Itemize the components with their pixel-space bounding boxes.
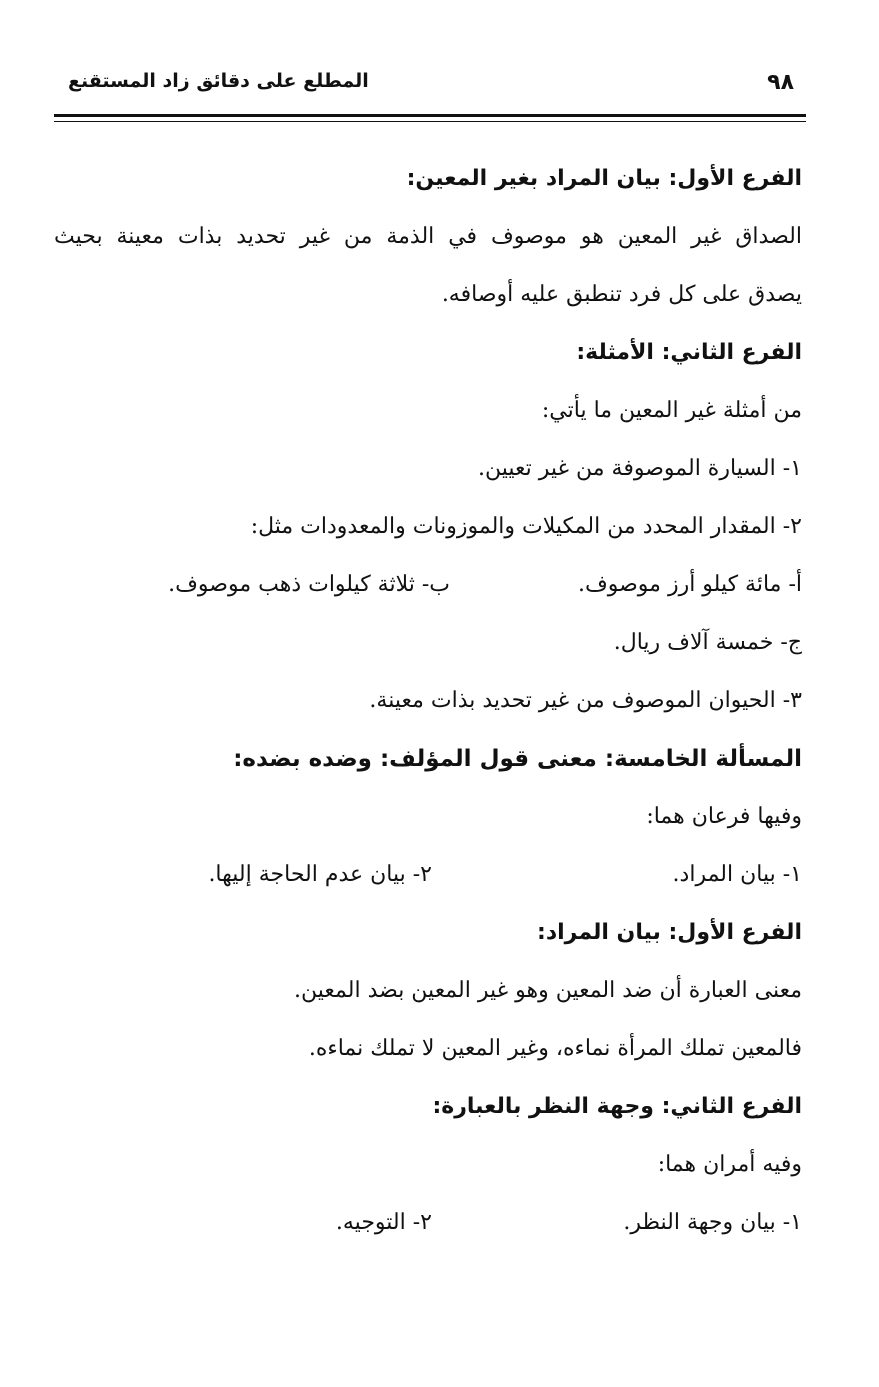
list-item-car: ١- السيارة الموصوفة من غير تعيين. [478, 456, 802, 481]
branch-item-no-need: ٢- بيان عدم الحاجة إليها. [208, 862, 432, 887]
section-heading-viewpoint: الفرع الثاني: وجهة النظر بالعبارة: [432, 1094, 802, 1119]
branches-row [54, 846, 802, 904]
page-body [54, 150, 802, 1252]
section-heading-fifth-issue: المسألة الخامسة: معنى قول المؤلف: وضده بضده: [233, 746, 802, 772]
paragraph-two-branches: وفيها فرعان هما: [646, 804, 802, 829]
sub-item-riyals: ج- خمسة آلاف ريال. [613, 630, 802, 655]
header-rule-thin [54, 121, 806, 122]
sub-item-gold: ب- ثلاثة كيلوات ذهب موصوف. [168, 572, 450, 597]
section-heading-meaning: الفرع الأول: بيان المراد: [537, 920, 802, 945]
sub-items-row [54, 556, 802, 614]
paragraph-phrase-meaning: معنى العبارة أن ضد المعين وهو غير المعين بضد المعين. [294, 978, 802, 1003]
paragraph-examples-intro: من أمثلة غير المعين ما يأتي: [541, 398, 802, 423]
matters-row [54, 1194, 802, 1252]
sub-item-rice: أ- مائة كيلو أرز موصوف. [577, 572, 802, 597]
matter-item-viewpoint: ١- بيان وجهة النظر. [623, 1210, 802, 1235]
paragraph-two-matters: وفيه أمران هما: [657, 1152, 802, 1177]
page-number: ٩٨ [767, 70, 794, 95]
section-heading-first-branch: الفرع الأول: بيان المراد بغير المعين: [406, 166, 802, 191]
list-item-animal: ٣- الحيوان الموصوف من غير تحديد بذات معينة. [369, 688, 802, 713]
list-item-measured-amount: ٢- المقدار المحدد من المكيلات والموزونات والمعدودات مثل: [250, 514, 802, 539]
page-header [54, 66, 806, 106]
paragraph-definition-line-1: الصداق غير المعين هو موصوف في الذمة من غير تحديد بذات معينة بحيث [54, 224, 802, 249]
matter-item-guidance: ٢- التوجيه. [335, 1210, 432, 1235]
branch-item-meaning: ١- بيان المراد. [672, 862, 802, 887]
paragraph-definition-line-2: يصدق على كل فرد تنطبق عليه أوصافه. [441, 282, 802, 307]
header-rule-thick [54, 114, 806, 117]
running-title: المطلع على دقائق زاد المستقنع [68, 70, 369, 92]
section-heading-examples: الفرع الثاني: الأمثلة: [576, 340, 802, 365]
paragraph-growth-ownership: فالمعين تملك المرأة نماءه، وغير المعين لا تملك نماءه. [308, 1036, 802, 1061]
